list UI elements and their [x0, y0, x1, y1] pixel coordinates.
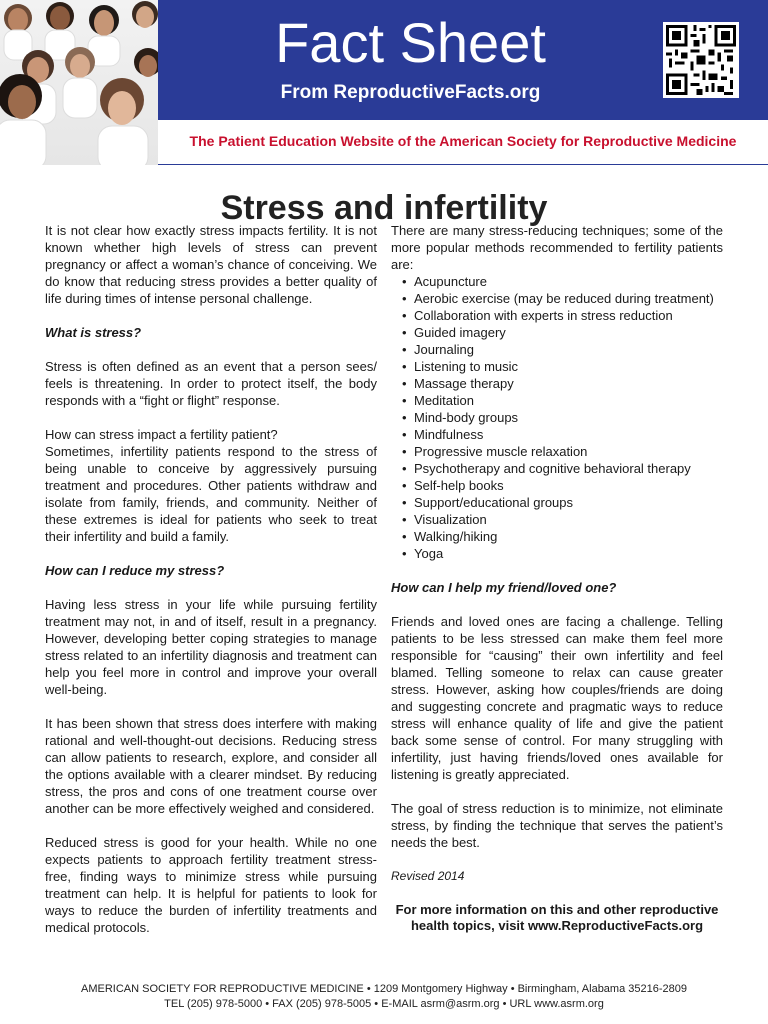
list-item: • Massage therapy: [391, 375, 723, 392]
list-item: • Mind-body groups: [391, 409, 723, 426]
what-is-stress-heading: What is stress?: [45, 325, 142, 340]
document-title: Stress and infertility: [220, 188, 548, 227]
what-is-stress-paragraph: Stress is often defined as an event that a person sees/ feels is threatening. In order to protect itself, the body responds with a “fight or flight” response.: [45, 359, 377, 408]
list-item: • Collaboration with experts in stress reduction: [391, 307, 723, 324]
techniques-list: [391, 273, 723, 562]
header-banner: [158, 0, 768, 120]
header-divider: [158, 164, 768, 165]
list-item: • Journaling: [391, 341, 723, 358]
list-item: • Guided imagery: [391, 324, 723, 341]
stress-impact-heading: How can stress impact a fertility patient?: [45, 427, 278, 442]
reduce-stress-heading: How can I reduce my stress?: [45, 563, 225, 578]
list-item: • Listening to music: [391, 358, 723, 375]
intro-paragraph: It is not clear how exactly stress impacts fertility. It is not known whether high levels of stress can prevent pregnancy or affect a woman’s chance of conceiving. We do know that reducing stress provides a better quality of life during times of intense personal challenge.: [45, 223, 377, 306]
banner-title: Fact Sheet: [275, 11, 546, 74]
help-friend-heading: How can I help my friend/loved one?: [391, 580, 617, 595]
stress-impact-paragraph: Sometimes, infertility patients respond to the stress of being unable to conceive by aggressively pursuing treatment and procedures. Other patients withdraw and isolate from family, friends, and community. Neither of these extremes is ideal for patients who seek to treat their infertility and build a family.: [45, 444, 377, 544]
revised-date: Revised 2014: [391, 869, 465, 883]
footer-contact: TEL (205) 978-5000 • FAX (205) 978-5005 • E-MAIL asrm@asrm.org • URL www.asrm.org: [164, 998, 604, 1010]
right-column: [391, 222, 723, 951]
left-column: [45, 222, 377, 953]
list-item: • Aerobic exercise (may be reduced during treatment): [391, 290, 723, 307]
list-item: • Progressive muscle relaxation: [391, 443, 723, 460]
techniques-intro: There are many stress-reducing techniques; some of the more popular methods recommended to fertility patients are:: [391, 223, 723, 272]
list-item: • Mindfulness: [391, 426, 723, 443]
footer: [0, 982, 768, 1012]
list-item: • Support/educational groups: [391, 494, 723, 511]
qr-code-icon: [663, 22, 739, 98]
list-item: • Yoga: [391, 545, 723, 562]
help-friend-paragraph: Friends and loved ones are facing a challenge. Telling patients to be less stressed can make them feel more responsible for “causing” their own infertility and feel blamed. Telling someone to relax can cause greater stress. However, asking how couples/friends are doing and suggesting concrete and pragmatic ways to reduce stress will enhance quality of life and give the patient back some sense of control. For many struggling with infertility, just having friends/loved ones available for listening is greatly appreciated.: [391, 614, 723, 782]
list-item: • Self-help books: [391, 477, 723, 494]
decisions-paragraph: It has been shown that stress does interfere with making rational and well-thought-out decisions. Reducing stress can allow patients to research, explore, and consider all the options available with a clearer mindset. By reducing stress, the pros and cons of one treatment course over another can be more effectively weighed and considered.: [45, 716, 377, 816]
goal-paragraph: The goal of stress reduction is to minimize, not eliminate stress, by finding the technique that serves the patient’s needs the best.: [391, 801, 723, 850]
list-item: • Visualization: [391, 511, 723, 528]
tagline: The Patient Education Website of the American Society for Reproductive Medicine: [189, 133, 737, 149]
header-photo: [0, 0, 158, 165]
health-paragraph: Reduced stress is good for your health. While no one expects patients to approach fertility treatment stress-free, finding ways to minimize stress while pursuing treatment can help. It is helpful for patients to look for ways to reduce the burden of infertility treatments and medical protocols.: [45, 835, 377, 935]
list-item: • Walking/hiking: [391, 528, 723, 545]
list-item: • Psychotherapy and cognitive behavioral therapy: [391, 460, 723, 477]
reduce-stress-paragraph: Having less stress in your life while pursuing fertility treatment may not, in and of itself, result in a pregnancy. However, developing better coping strategies to manage stress related to an infertility diagnosis and treatment can help you feel more in control and improve your overall well-being.: [45, 597, 377, 697]
more-info-text: For more information on this and other reproductive health topics, visit www.ReproductiveFacts.org: [395, 902, 719, 933]
banner-subtitle: From ReproductiveFacts.org: [280, 82, 541, 103]
list-item: • Meditation: [391, 392, 723, 409]
list-item: • Acupuncture: [391, 273, 723, 290]
footer-address: AMERICAN SOCIETY FOR REPRODUCTIVE MEDICINE • 1209 Montgomery Highway • Birmingham, Alabama 35216-2809: [81, 983, 687, 995]
